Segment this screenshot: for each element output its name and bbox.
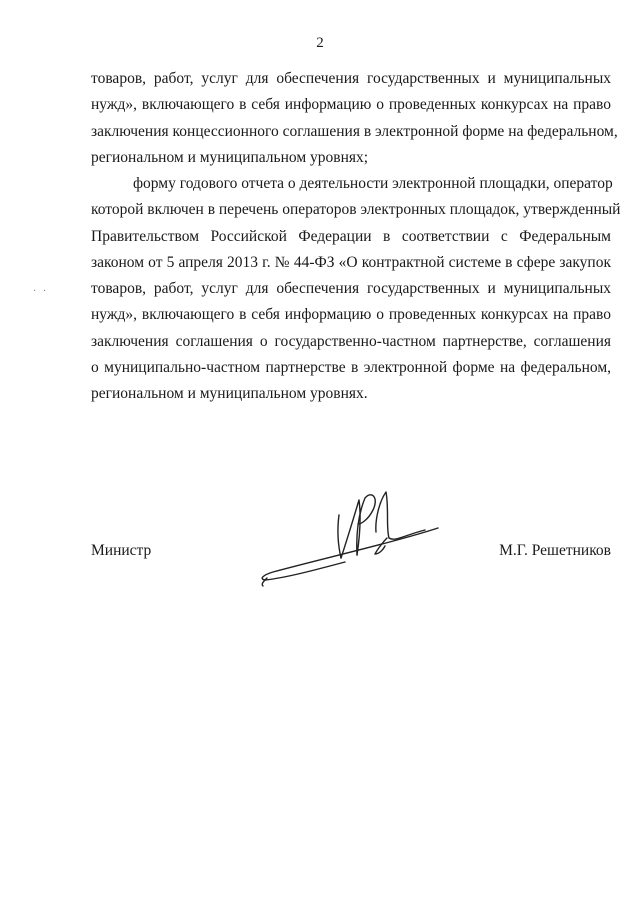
- text-line: заключения соглашения о государственно-частном партнерстве, соглашения: [91, 332, 611, 350]
- page-number: 2: [316, 35, 324, 51]
- text-line: заключения концессионного соглашения в электронной форме на федеральном,: [91, 122, 618, 140]
- paragraph-annual-report: [91, 171, 621, 408]
- text-line: нужд», включающего в себя информацию о проведенных конкурсах на право: [91, 96, 611, 114]
- text-line: которой включен в перечень операторов электронных площадок, утвержденный: [91, 201, 621, 219]
- text-line: региональном и муниципальном уровнях.: [91, 385, 368, 403]
- signer-position: Министр: [91, 542, 152, 559]
- text-line: форму годового отчета о деятельности электронной площадки, оператор: [133, 175, 613, 192]
- text-line: законом от 5 апреля 2013 г. № 44-ФЗ «О контрактной системе в сфере закупок: [91, 253, 611, 271]
- paragraph-continuation: [91, 66, 618, 171]
- text-line: товаров, работ, услуг для обеспечения государственных и муниципальных: [91, 280, 611, 298]
- text-line: региональном и муниципальном уровнях;: [91, 148, 369, 166]
- margin-mark: · ·: [33, 286, 49, 297]
- text-line: Правительством Российской Федерации в соответствии с Федеральным: [91, 227, 611, 245]
- text-line: о муниципально-частном партнерстве в электронной форме на федеральном,: [91, 359, 611, 377]
- handwritten-signature: [255, 480, 450, 590]
- signer-name: М.Г. Решетников: [499, 542, 611, 559]
- text-line: товаров, работ, услуг для обеспечения государственных и муниципальных: [91, 70, 611, 87]
- text-line: нужд», включающего в себя информацию о проведенных конкурсах на право: [91, 306, 611, 324]
